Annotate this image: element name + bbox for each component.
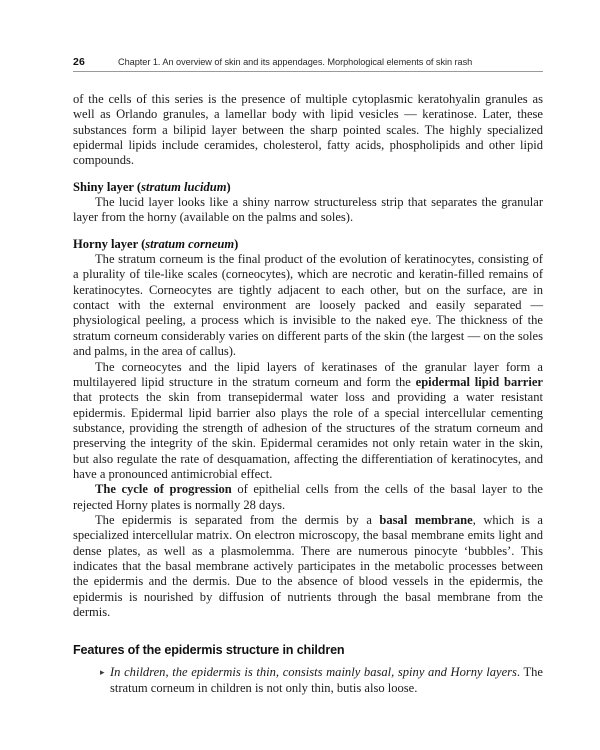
subhead-shiny-suffix: )	[226, 179, 231, 194]
subhead-horny-latin: stratum corneum	[145, 236, 235, 251]
running-head	[73, 56, 543, 72]
paragraph-shiny-layer: The lucid layer looks like a shiny narrow structureless strip that separates the granular layer from the horny (available on the palms and soles).	[73, 195, 543, 225]
cycle-text: of epithelial cells from the cells of the basal layer to the rejected Horny plates is normally 28 days.	[73, 482, 543, 512]
paragraph-continuation: of the cells of this series is the presence of multiple cytoplasmic keratohyalin granules as well as Orlando granules, a lamellar body with lipid vesicles — keratinose. Later, these substances form a bilipid layer between the sharp pointed scales. The highly specialized epidermal lipids include ceramides, cholesterol, fatty acids, phospholipids and other lipid compounds.	[73, 92, 543, 168]
subhead-shiny-latin: stratum lucidum	[141, 179, 227, 194]
text-column	[73, 92, 543, 696]
paragraph-basal-membrane	[73, 513, 543, 620]
lipid-barrier-text-2: that protects the skin from transepidermal water loss and providing a water resistant epidermis. Epidermal lipid barrier also plays the role of a special intercellular cementing substance, providing the strength of adhesion of the structures of the stratum corneum and preserving the integrity of the skin. Epidermal ceramides not only retain water in the skin, but also regulate the rate of desquamation, affecting the differentiation of keratinocytes, and have a pronounced antimicrobial effect.	[73, 390, 543, 481]
bullet-italic-text: In children, the epidermis is thin, consists mainly basal, spiny and Horny layers	[110, 665, 517, 680]
triangle-right-icon: ▸	[100, 667, 105, 678]
paragraph-lipid-barrier	[73, 360, 543, 483]
term-basal-membrane: basal membrane	[379, 512, 473, 527]
paragraph-horny-layer: The stratum corneum is the final product of the evolution of keratinocytes, consisting of a plurality of tile-like scales (corneocytes), which are necrotic and keratin-filled remains of keratinocytes. Corneocytes are tightly adjacent to each other, but on the surface, are in contact with the external environment are loosely packed and easily separated — physiological peeling, a process which is invisible to the naked eye. The thickness of the stratum corneum considerably varies on different parts of the skin (the largest — on the soles and palms, in the area of callus).	[73, 252, 543, 359]
bullet-roman-text: . The stratum corneum in children is not only thin, butis also loose.	[110, 665, 543, 695]
list-item	[73, 665, 543, 696]
page-number: 26	[73, 56, 86, 68]
basal-membrane-text-1: The epidermis is separated from the dermis by a	[95, 512, 380, 527]
section-heading-features: Features of the epidermis structure in children	[73, 643, 345, 658]
lipid-barrier-text-1: The corneocytes and the lipid layers of keratinases of the granular layer form a multilayered lipid structure in the stratum corneum and form the	[73, 359, 543, 389]
subhead-horny-suffix: )	[234, 236, 239, 251]
subhead-horny-layer	[73, 237, 543, 252]
subhead-shiny-prefix: Shiny layer (	[73, 179, 142, 194]
subhead-horny-prefix: Horny layer (	[73, 236, 146, 251]
paragraph-cycle-of-progression	[73, 482, 543, 513]
features-bullet-list	[73, 665, 543, 696]
subhead-shiny-layer	[73, 180, 543, 195]
basal-membrane-text-2: , which is a specialized intercellular matrix. On electron microscopy, the basal membrane emits light and dense plates, as well as a plasmolemma. There are numerous pinocyte ‘bubbles’. This indicates that the basal membrane actively participates in the metabolic processes between the epidermis and the dermis. Due to the absence of blood vessels in the epidermis, the epidermis is nourished by diffusion of nutrients through the basal membrane from the dermis.	[73, 512, 543, 619]
running-title: Chapter 1. An overview of skin and its appendages. Morphological elements of skin rash	[118, 57, 473, 67]
term-epidermal-lipid-barrier: epidermal lipid barrier	[415, 374, 543, 389]
term-cycle-of-progression: The cycle of progression	[95, 482, 232, 497]
